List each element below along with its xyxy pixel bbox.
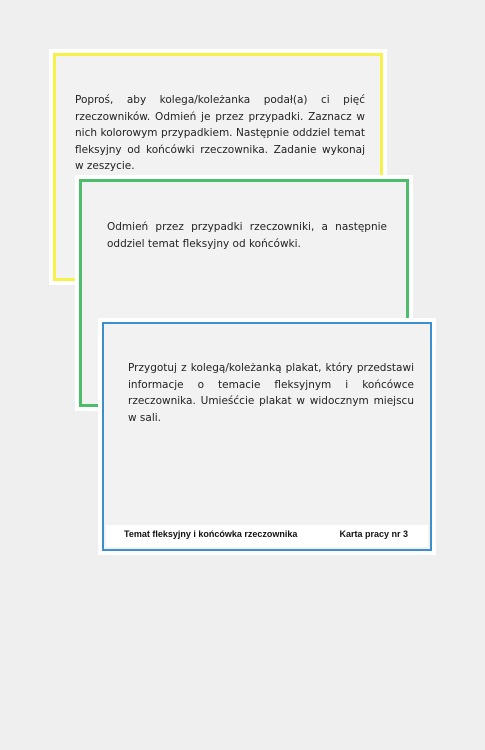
task-card-blue-frame — [102, 322, 432, 551]
task-card-blue — [98, 318, 436, 555]
task-card-blue-text: Przygotuj z kolegą/koleżanką plakat, który przedstawi informacje o temacie fleksyjnym i końcówce rzeczownika. Umieśćcie plakat w widocznym miejscu w sali. — [128, 362, 414, 424]
task-card-green-text: Odmień przez przypadki rzeczowniki, a następnie oddziel temat fleksyjny od końcówki. — [107, 221, 387, 250]
worksheet-topic: Temat fleksyjny i końcówka rzeczownika — [124, 529, 298, 539]
worksheet-number: Karta pracy nr 3 — [339, 529, 408, 539]
task-card-yellow-text: Poproś, aby kolega/koleżanka podał(a) ci pięć rzeczowników. Odmień je przez przypadki. Zaznacz w nich kolorowym przypadkiem. Następnie oddziel temat fleksyjny od końcówki rzeczownika. Zadanie wykonaj w zeszycie. — [75, 94, 365, 172]
card-footer — [106, 525, 428, 547]
